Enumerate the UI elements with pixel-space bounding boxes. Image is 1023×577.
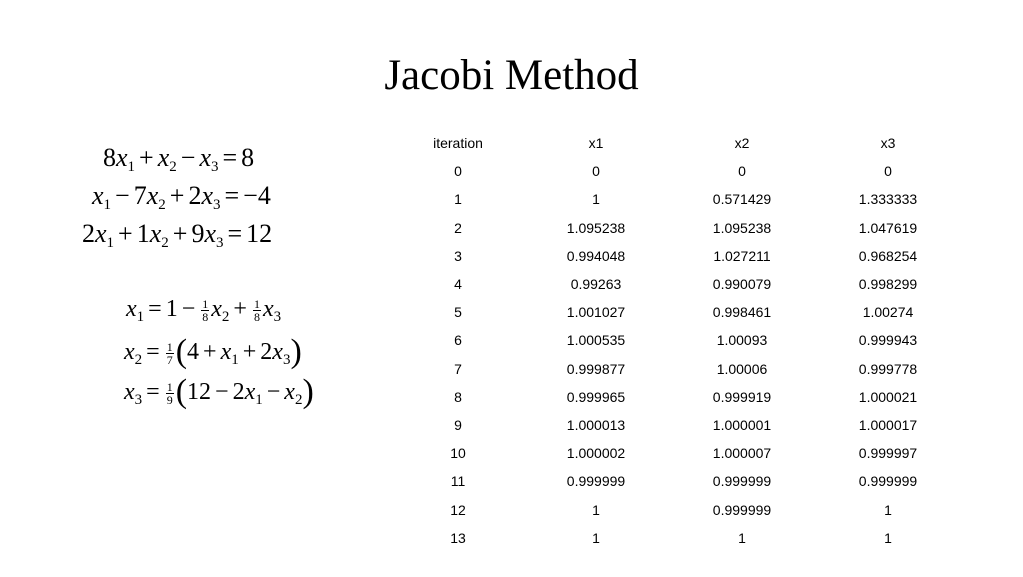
fraction: $\frac{1}{8}$ [253,296,260,324]
table-cell: 0.571429 [712,191,772,208]
table-row [385,157,953,185]
fraction: $\frac{1}{7}$ [166,339,173,367]
slide-title: Jacobi Method [384,52,639,99]
table-row [385,242,953,270]
table-cell: 1.095238 [566,219,626,236]
table-cell: 0.968254 [858,247,918,264]
table-row [385,383,953,411]
table-row [385,298,953,326]
table-cell: 4 [454,276,462,293]
table-cell: 1.000001 [712,416,772,433]
table-cell: 0 [884,163,892,180]
iteration-formula-x1: $x_1 = 1$ − $\frac{1}{8}$ $x_2$ + $\frac{1}{8}$ $x_3$ [126,296,282,325]
table-row [385,355,953,383]
table-cell: 1 [592,501,600,518]
table-row [385,524,953,552]
table-cell: 3 [454,247,462,264]
column-header: x1 [588,135,604,152]
table-cell: 2 [454,219,462,236]
table-row [385,270,953,298]
table-row [385,411,953,439]
table-cell: 1.000007 [712,445,772,462]
table-row [385,439,953,467]
table-row [385,495,953,523]
table-cell: 0.999943 [858,332,918,349]
equation-1: $8x_1 + x_2 - x_3 = 8$ [103,143,255,175]
table-cell: 1 [738,529,746,546]
table-cell: 0.999919 [712,388,772,405]
table-row [385,326,953,354]
table-cell: 7 [454,360,462,377]
iteration-formula-x2: $x_2$ = $\frac{1}{7}$ $(4 + x_1 + 2x_3)$ [124,333,302,370]
table-cell: 0.998461 [712,304,772,321]
table-cell: 0.999999 [712,473,772,490]
table-cell: 1.000021 [858,388,918,405]
equation-2: $x_1 - 7x_2 + 2x_3 = -4$ [92,181,271,213]
iteration-formula-x3: $x_3$ = $\frac{1}{9}$ $(12 - 2x_1 - x_2)$ [124,373,314,410]
table-cell: 0.999965 [566,388,626,405]
table-cell: 0.998299 [858,276,918,293]
table-cell: 0.990079 [712,276,772,293]
table-cell: 13 [450,529,466,546]
table-cell: 6 [454,332,462,349]
table-header-row [385,129,953,157]
column-header: x2 [734,135,750,152]
table-cell: 0.994048 [566,247,626,264]
table-cell: 1.000535 [566,332,626,349]
table-cell: 0.999999 [566,473,626,490]
table-cell: 1.00093 [716,332,768,349]
table-cell: 0.999778 [858,360,918,377]
table-cell: 1 [454,191,462,208]
table-cell: 1.00274 [862,304,914,321]
equation-3: $2x_1 + 1x_2 + 9x_3 = 12$ [82,219,273,251]
table-cell: 0.999997 [858,445,918,462]
table-cell: 0.999999 [712,501,772,518]
table-cell: 1 [592,191,600,208]
table-cell: 0.999999 [858,473,918,490]
table-cell: 9 [454,416,462,433]
table-cell: 1.095238 [712,219,772,236]
table-cell: 1.047619 [858,219,918,236]
table-cell: 1 [884,501,892,518]
column-header: iteration [433,135,483,152]
table-row [385,214,953,242]
table-row [385,185,953,213]
table-cell: 1.000013 [566,416,626,433]
table-cell: 1.000002 [566,445,626,462]
table-row [385,467,953,495]
fraction: $\frac{1}{8}$ [202,296,209,324]
table-cell: 0.999877 [566,360,626,377]
table-cell: 1.00006 [716,360,768,377]
table-cell: 0.99263 [570,276,622,293]
table-cell: 0 [454,163,462,180]
table-cell: 5 [454,304,462,321]
table-cell: 11 [450,473,466,490]
table-cell: 0 [592,163,600,180]
table-cell: 0 [738,163,746,180]
table-cell: 1 [884,529,892,546]
table-cell: 1.001027 [566,304,626,321]
table-cell: 1.027211 [713,247,771,264]
table-cell: 1 [592,529,600,546]
table-cell: 1.333333 [858,191,918,208]
table-cell: 10 [450,445,466,462]
table-cell: 12 [450,501,466,518]
table-cell: 1.000017 [858,416,918,433]
fraction: $\frac{1}{9}$ [166,379,173,407]
iteration-table [385,129,953,552]
column-header: x3 [880,135,896,152]
table-cell: 8 [454,388,462,405]
